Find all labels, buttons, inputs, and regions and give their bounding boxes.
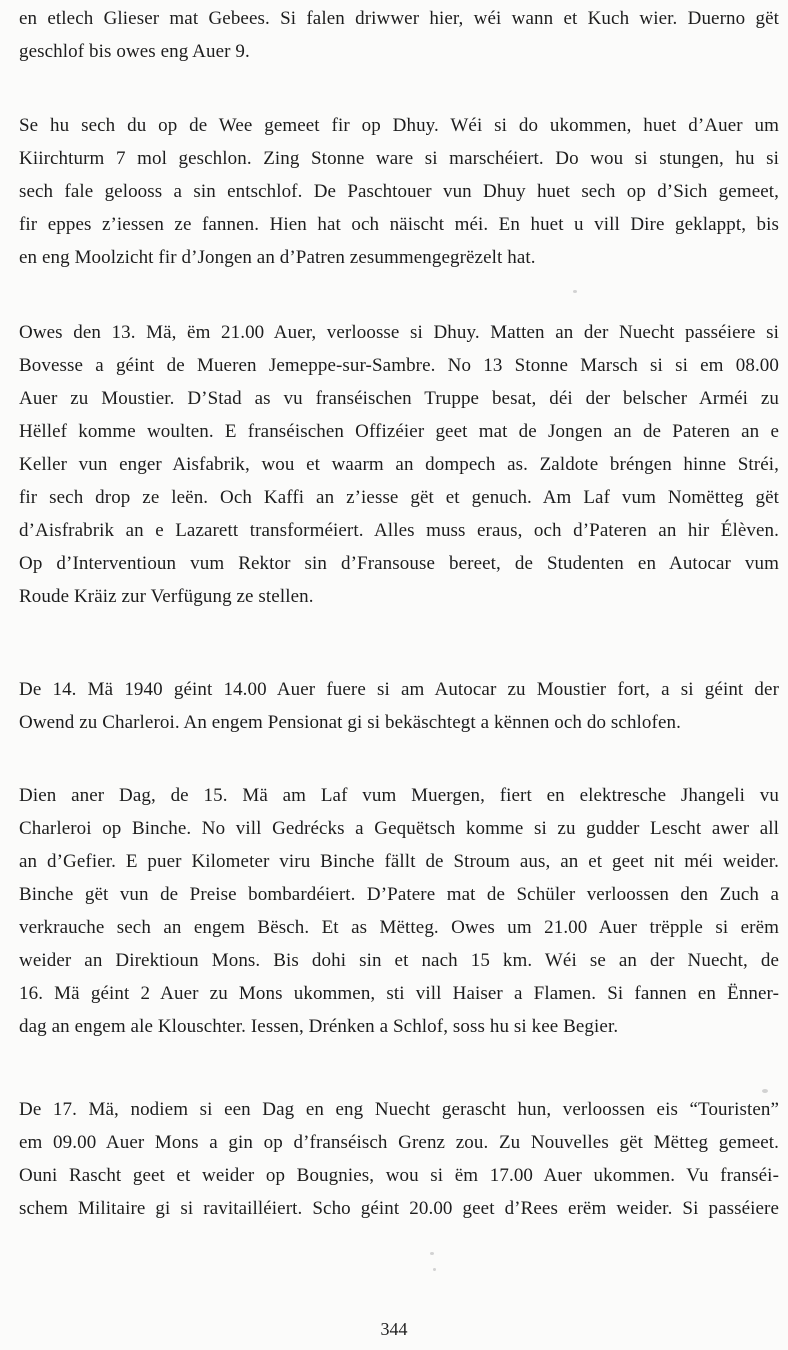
paragraph-5: [19, 779, 779, 1043]
text-line: Dien aner Dag, de 15. Mä am Laf vum Muergen, fiert en elektresche Jhangeli vu: [19, 785, 779, 806]
paragraph-3: [19, 316, 779, 613]
scan-speck: [573, 290, 577, 293]
text-line: Auer zu Moustier. D’Stad as vu franséischen Truppe besat, déi der belscher Arméi zu: [19, 388, 779, 409]
text-line: fir sech drop ze leën. Och Kaffi an z’iesse gët et genuch. Am Laf vum Nomëtteg gët: [19, 487, 779, 508]
text-line: verkrauche sech an engem Bësch. Et as Mëtteg. Owes um 21.00 Auer trëpple si erëm: [19, 917, 779, 938]
text-line: en eng Moolzicht fir d’Jongen an d’Patren zesummengegrëzelt hat.: [19, 247, 536, 268]
text-line: Roude Kräiz zur Verfügung ze stellen.: [19, 586, 314, 607]
text-line: Ouni Rascht geet et weider op Bougnies, wou si ëm 17.00 Auer ukommen. Vu franséi-: [19, 1165, 779, 1186]
text-line: Op d’Interventioun vum Rektor sin d’Fransouse bereet, de Studenten en Autocar vum: [19, 553, 779, 574]
scan-speck: [430, 1252, 434, 1255]
scan-speck: [762, 1089, 768, 1093]
text-line: Binche gët vun de Preise bombardéiert. D’Patere mat de Schüler verloossen den Zuch a: [19, 884, 779, 905]
paragraph-2: [19, 109, 779, 274]
text-line: sech fale gelooss a sin entschlof. De Paschtouer vun Dhuy huet sech op d’Sich gemeet,: [19, 181, 779, 202]
text-line: Se hu sech du op de Wee gemeet fir op Dhuy. Wéi si do ukommen, huet d’Auer um: [19, 115, 779, 136]
text-line: De 14. Mä 1940 géint 14.00 Auer fuere si am Autocar zu Moustier fort, a si géint der: [19, 679, 779, 700]
text-line: Owes den 13. Mä, ëm 21.00 Auer, verloosse si Dhuy. Matten an der Nuecht passéiere si: [19, 322, 779, 343]
paragraph-6: [19, 1093, 779, 1225]
paragraph-4: [19, 673, 779, 739]
text-line: Kiirchturm 7 mol geschlon. Zing Stonne ware si marschéiert. Do wou si stungen, hu si: [19, 148, 779, 169]
text-line: 16. Mä géint 2 Auer zu Mons ukommen, sti vill Haiser a Flamen. Si fannen en Ënner-: [19, 983, 779, 1004]
scan-speck: [433, 1268, 436, 1271]
text-line: Keller vun enger Aisfabrik, wou et waarm an dompech as. Zaldote bréngen hinne Stréi,: [19, 454, 779, 475]
text-line: en etlech Glieser mat Gebees. Si falen driwwer hier, wéi wann et Kuch wier. Duerno gët: [19, 8, 779, 29]
text-line: d’Aisfrabrik an e Lazarett transforméiert. Alles muss eraus, och d’Pateren an hir Élèven.: [19, 520, 779, 541]
page-number: 344: [380, 1319, 408, 1339]
text-line: an d’Gefier. E puer Kilometer viru Binche fällt de Stroum aus, an et geet nit méi weider.: [19, 851, 779, 872]
text-line: Hëllef komme woulten. E franséischen Offizéier geet mat de Jongen an de Pateren an e: [19, 421, 779, 442]
paragraph-1: [19, 2, 779, 68]
text-line: schem Militaire gi si ravitailléiert. Scho géint 20.00 geet d’Rees erëm weider. Si passéiere: [19, 1198, 779, 1219]
text-line: weider an Direktioun Mons. Bis dohi sin et nach 15 km. Wéi se an der Nuecht, de: [19, 950, 779, 971]
text-line: fir eppes z’iessen ze fannen. Hien hat och näischt méi. En huet u vill Dire geklappt, bis: [19, 214, 779, 235]
text-line: dag an engem ale Klouschter. Iessen, Drénken a Schlof, soss hu si kee Begier.: [19, 1016, 619, 1037]
text-line: De 17. Mä, nodiem si een Dag en eng Nuecht gerascht hun, verloossen eis “Touristen”: [19, 1099, 779, 1120]
text-line: Charleroi op Binche. No vill Gedrécks a Gequëtsch komme si zu gudder Lescht awer all: [19, 818, 779, 839]
text-line: geschlof bis owes eng Auer 9.: [19, 41, 250, 62]
text-line: em 09.00 Auer Mons a gin op d’franséisch Grenz zou. Zu Nouvelles gët Mëtteg gemeet.: [19, 1132, 779, 1153]
text-line: Bovesse a géint de Mueren Jemeppe-sur-Sambre. No 13 Stonne Marsch si si em 08.00: [19, 355, 779, 376]
text-line: Owend zu Charleroi. An engem Pensionat gi si bekäschtegt a kënnen och do schlofen.: [19, 712, 681, 733]
